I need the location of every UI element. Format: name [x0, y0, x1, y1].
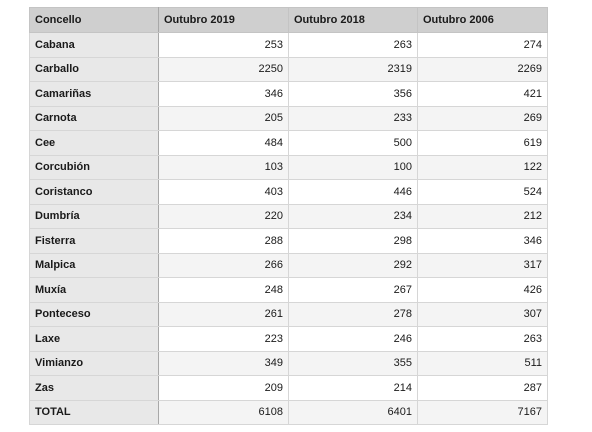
cell-outubro-2019: 220 [159, 204, 289, 229]
cell-outubro-2019: 288 [159, 229, 289, 254]
cell-outubro-2019: 266 [159, 253, 289, 278]
cell-outubro-2006: 122 [418, 155, 548, 180]
row-label-concello: Zas [30, 376, 159, 401]
cell-outubro-2018: 2319 [289, 57, 418, 82]
cell-outubro-2019: 103 [159, 155, 289, 180]
row-label-concello: Vimianzo [30, 351, 159, 376]
table-row [30, 33, 548, 58]
cell-outubro-2006: 269 [418, 106, 548, 131]
table-row [30, 180, 548, 205]
cell-outubro-2019: 248 [159, 278, 289, 303]
column-header-outubro-2019: Outubro 2019 [159, 8, 289, 33]
cell-outubro-2006: 346 [418, 229, 548, 254]
row-label-concello: Malpica [30, 253, 159, 278]
row-label-concello: Ponteceso [30, 302, 159, 327]
row-label-concello: Laxe [30, 327, 159, 352]
column-header-outubro-2018: Outubro 2018 [289, 8, 418, 33]
cell-outubro-2018: 356 [289, 82, 418, 107]
cell-outubro-2018: 278 [289, 302, 418, 327]
table-row [30, 376, 548, 401]
table-row [30, 229, 548, 254]
cell-outubro-2018: 214 [289, 376, 418, 401]
table-row [30, 57, 548, 82]
row-label-concello: Cabana [30, 33, 159, 58]
cell-outubro-2019: 484 [159, 131, 289, 156]
table-row [30, 253, 548, 278]
row-label-concello: Cee [30, 131, 159, 156]
cell-outubro-2019: 349 [159, 351, 289, 376]
table-row [30, 204, 548, 229]
row-label-concello: Fisterra [30, 229, 159, 254]
total-cell-outubro-2019: 6108 [159, 400, 289, 425]
cell-outubro-2019: 2250 [159, 57, 289, 82]
cell-outubro-2006: 317 [418, 253, 548, 278]
cell-outubro-2018: 100 [289, 155, 418, 180]
table-row [30, 351, 548, 376]
cell-outubro-2018: 263 [289, 33, 418, 58]
row-label-concello: Corcubión [30, 155, 159, 180]
table-row [30, 278, 548, 303]
table-row [30, 106, 548, 131]
cell-outubro-2018: 233 [289, 106, 418, 131]
total-cell-outubro-2006: 7167 [418, 400, 548, 425]
row-label-concello: Carnota [30, 106, 159, 131]
cell-outubro-2019: 253 [159, 33, 289, 58]
table-row [30, 131, 548, 156]
cell-outubro-2006: 307 [418, 302, 548, 327]
cell-outubro-2019: 209 [159, 376, 289, 401]
cell-outubro-2006: 263 [418, 327, 548, 352]
cell-outubro-2019: 205 [159, 106, 289, 131]
cell-outubro-2019: 261 [159, 302, 289, 327]
row-label-concello: Coristanco [30, 180, 159, 205]
cell-outubro-2018: 298 [289, 229, 418, 254]
data-table [29, 7, 548, 425]
cell-outubro-2006: 426 [418, 278, 548, 303]
cell-outubro-2018: 292 [289, 253, 418, 278]
header-row [30, 8, 548, 33]
table-row [30, 155, 548, 180]
cell-outubro-2018: 355 [289, 351, 418, 376]
column-header-concello: Concello [30, 8, 159, 33]
column-header-outubro-2006: Outubro 2006 [418, 8, 548, 33]
cell-outubro-2018: 267 [289, 278, 418, 303]
cell-outubro-2019: 223 [159, 327, 289, 352]
cell-outubro-2019: 403 [159, 180, 289, 205]
cell-outubro-2018: 446 [289, 180, 418, 205]
cell-outubro-2006: 2269 [418, 57, 548, 82]
row-label-concello: Carballo [30, 57, 159, 82]
data-table-container [29, 7, 547, 425]
total-cell-outubro-2018: 6401 [289, 400, 418, 425]
table-body [30, 33, 548, 425]
cell-outubro-2006: 212 [418, 204, 548, 229]
cell-outubro-2006: 274 [418, 33, 548, 58]
cell-outubro-2006: 524 [418, 180, 548, 205]
row-label-concello: Dumbría [30, 204, 159, 229]
cell-outubro-2006: 511 [418, 351, 548, 376]
table-row [30, 302, 548, 327]
cell-outubro-2018: 234 [289, 204, 418, 229]
cell-outubro-2006: 287 [418, 376, 548, 401]
table-row [30, 327, 548, 352]
cell-outubro-2006: 421 [418, 82, 548, 107]
row-label-concello: Muxía [30, 278, 159, 303]
cell-outubro-2018: 246 [289, 327, 418, 352]
cell-outubro-2018: 500 [289, 131, 418, 156]
table-row [30, 82, 548, 107]
cell-outubro-2019: 346 [159, 82, 289, 107]
cell-outubro-2006: 619 [418, 131, 548, 156]
total-label: TOTAL [30, 400, 159, 425]
row-label-concello: Camariñas [30, 82, 159, 107]
total-row [30, 400, 548, 425]
